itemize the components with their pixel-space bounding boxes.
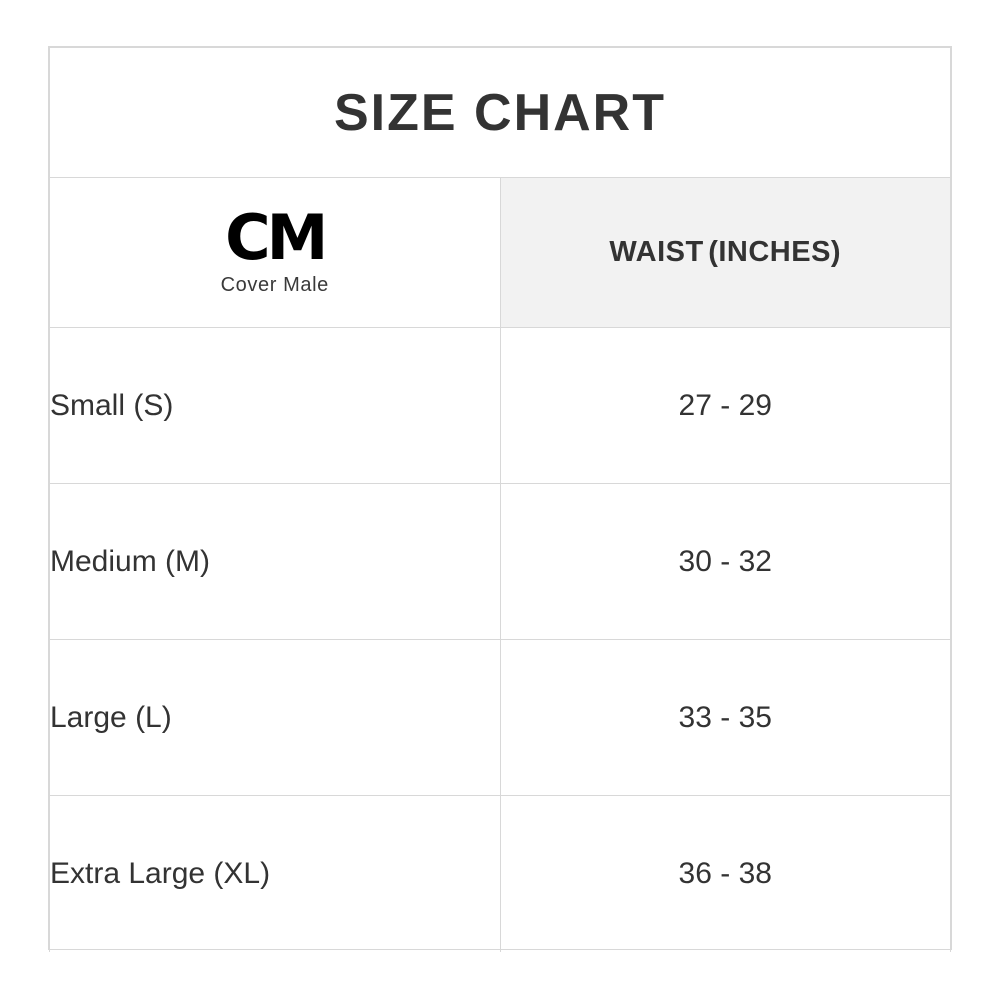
table-row bbox=[50, 328, 951, 484]
table-row bbox=[50, 640, 951, 796]
waist-value: 30 - 32 bbox=[500, 484, 951, 640]
size-chart-container bbox=[48, 46, 952, 950]
size-label: Small (S) bbox=[50, 328, 501, 484]
logo-cell bbox=[50, 178, 501, 328]
table-row bbox=[50, 796, 951, 952]
waist-header-label: WAIST bbox=[609, 236, 704, 268]
size-chart-table bbox=[49, 47, 951, 952]
logo-monogram: CM bbox=[225, 201, 325, 275]
waist-column-header bbox=[500, 178, 951, 328]
title-cell bbox=[50, 48, 951, 178]
title-row bbox=[50, 48, 951, 178]
header-row bbox=[50, 178, 951, 328]
waist-header-unit: (INCHES) bbox=[708, 236, 842, 268]
size-label: Medium (M) bbox=[50, 484, 501, 640]
waist-value: 27 - 29 bbox=[500, 328, 951, 484]
logo-brand-name: Cover Male bbox=[220, 273, 329, 296]
size-label: Extra Large (XL) bbox=[50, 796, 501, 952]
waist-value: 33 - 35 bbox=[500, 640, 951, 796]
waist-value: 36 - 38 bbox=[500, 796, 951, 952]
brand-logo bbox=[220, 201, 329, 296]
page-title: SIZE CHART bbox=[334, 83, 666, 142]
table-row bbox=[50, 484, 951, 640]
size-label: Large (L) bbox=[50, 640, 501, 796]
